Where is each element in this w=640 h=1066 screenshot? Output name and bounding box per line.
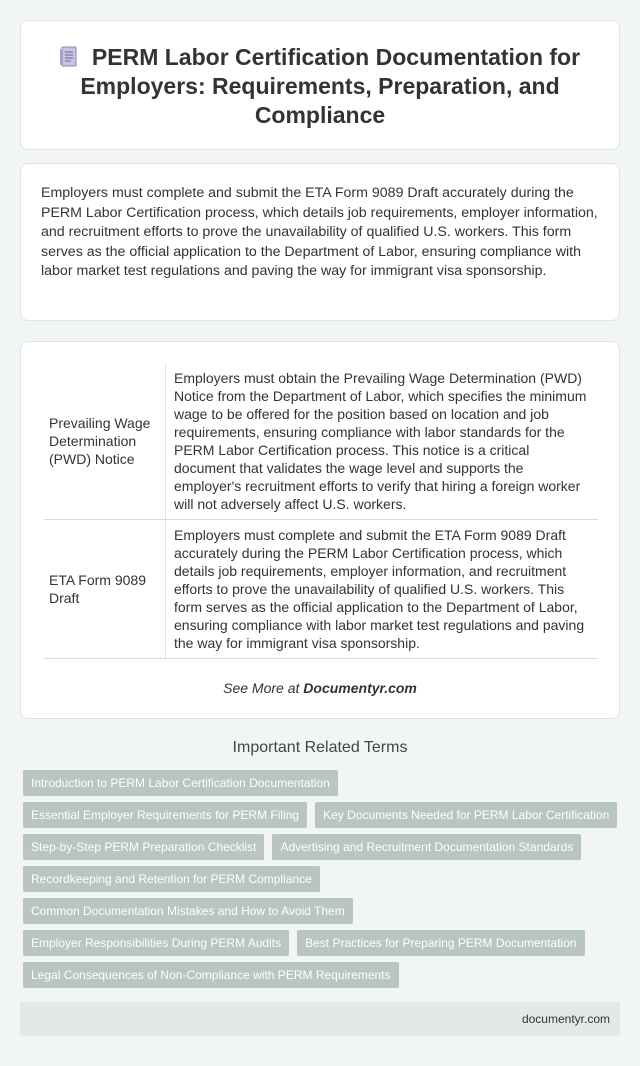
- document-icon: [60, 46, 78, 68]
- header-card: [20, 20, 620, 150]
- related-term-tag[interactable]: Introduction to PERM Labor Certification Documentation: [23, 770, 338, 796]
- see-more-prefix: See More at: [223, 680, 300, 696]
- table-row: [44, 520, 598, 659]
- document-name: ETA Form 9089 Draft: [44, 520, 166, 658]
- summary-text: Employers must complete and submit the ETA Form 9089 Draft accurately during the PERM Labor Certification process, which details job requirements, employer information, and recruitment efforts to prove the unavailability of qualified U.S. workers. This form serves as the official application to the Department of Labor, ensuring compliance with labor market test regulations and paving the way for immigrant visa sponsorship.: [41, 185, 598, 280]
- document-name: Prevailing Wage Determination (PWD) Notice: [44, 363, 166, 519]
- related-term-tag[interactable]: Recordkeeping and Retention for PERM Compliance: [23, 866, 320, 892]
- table-row: [44, 363, 598, 520]
- related-term-tag[interactable]: Essential Employer Requirements for PERM Filing: [23, 802, 307, 828]
- documents-table: [44, 363, 598, 659]
- related-term-tag[interactable]: Advertising and Recruitment Documentation Standards: [272, 834, 581, 860]
- see-more-link[interactable]: [21, 680, 619, 696]
- related-term-tag[interactable]: Legal Consequences of Non-Compliance with PERM Requirements: [23, 962, 399, 988]
- related-terms-list: [23, 770, 623, 994]
- documents-card: [20, 341, 620, 719]
- related-term-tag[interactable]: Best Practices for Preparing PERM Documentation: [297, 930, 584, 956]
- see-more-site[interactable]: Documentyr.com: [303, 680, 417, 696]
- footer-site-link[interactable]: documentyr.com: [521, 1012, 610, 1026]
- related-terms-title: Important Related Terms: [232, 739, 408, 756]
- document-description: Employers must obtain the Prevailing Wage Determination (PWD) Notice from the Department of Labor, which specifies the minimum wage to be offered for the position based on location and job requirements, ensuring compliance with labor standards for the PERM Labor Certification process. This notice is a critical document that validates the wage level and supports the employer's recruitment efforts to verify that hiring a foreign worker will not adversely affect U.S. workers.: [174, 370, 587, 512]
- page-title: [51, 43, 589, 130]
- related-term-tag[interactable]: Employer Responsibilities During PERM Audits: [23, 930, 289, 956]
- footer: [20, 1002, 620, 1036]
- summary-card: [20, 163, 620, 321]
- document-description: Employers must complete and submit the ETA Form 9089 Draft accurately during the PERM Labor Certification process, which details job requirements, employer information, and recruitment efforts to prove the unavailability of qualified U.S. workers. This form serves as the official application to the Department of Labor, ensuring compliance with labor market test regulations and paving the way for immigrant visa sponsorship.: [174, 527, 585, 651]
- related-term-tag[interactable]: Step-by-Step PERM Preparation Checklist: [23, 834, 264, 860]
- page-title-text: PERM Labor Certification Documentation for Employers: Requirements, Preparation, and Compliance: [80, 44, 581, 128]
- related-term-tag[interactable]: Common Documentation Mistakes and How to Avoid Them: [23, 898, 353, 924]
- related-term-tag[interactable]: Key Documents Needed for PERM Labor Certification: [315, 802, 617, 828]
